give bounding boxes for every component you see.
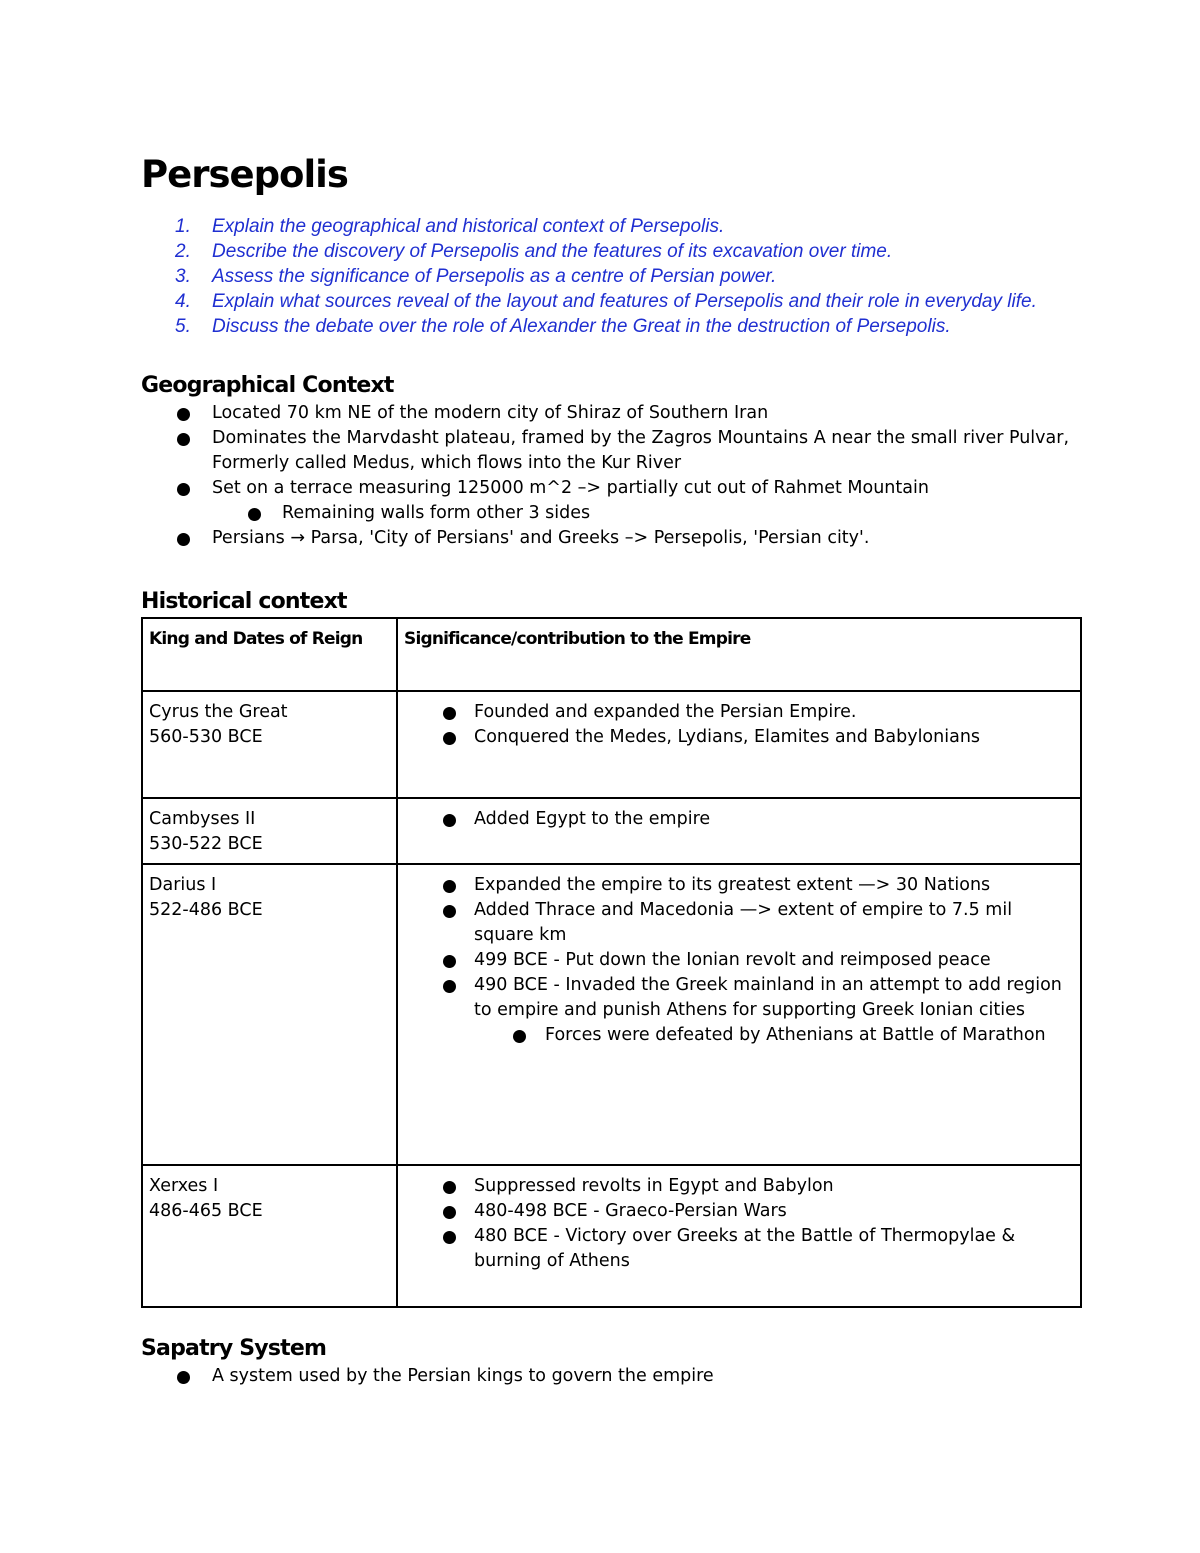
list-item-text: Persians → Parsa, 'City of Persians' and Greeks –> Persepolis, 'Persian city'. [212,528,870,548]
list-item [404,1224,1075,1274]
list-item-text: Set on a terrace measuring 125000 m^2 –> partially cut out of Rahmet Mountain [212,478,929,498]
bullet-icon [443,707,456,720]
question-number: 5. [175,316,191,337]
list-item [404,898,1075,948]
geographical-heading: Geographical Context [141,373,394,398]
list-item-text: Expanded the empire to its greatest extent —> 30 Nations [474,875,991,895]
list-item [404,873,1075,898]
question-item [141,314,1081,339]
list-item-text: Founded and expanded the Persian Empire. [474,702,857,722]
king-dates: 530-522 BCE [149,834,263,854]
list-item-text: Remaining walls form other 3 sides [282,503,591,523]
list-item-text: Dominates the Marvdasht plateau, framed by the Zagros Mountains A near the small river Pulvar, Formerly called Medus, which flows into the Kur River [212,428,1070,473]
king-name: Cyrus the Great [149,702,288,722]
list-item [141,426,1081,476]
column-header-significance: Significance/contribution to the Empire [397,618,1081,691]
satrapy-heading: Sapatry System [141,1336,327,1361]
bullet-icon [177,1371,190,1384]
king-cell [142,864,397,1165]
historical-heading: Historical context [141,589,347,614]
list-item-text: Added Thrace and Macedonia —> extent of empire to 7.5 mil square km [474,900,1013,945]
bullet-icon [248,508,261,521]
list-item [404,807,1075,832]
bullet-icon [177,533,190,546]
question-item [141,214,1081,239]
list-subitem [404,1023,1075,1048]
bullet-icon [177,433,190,446]
question-number: 3. [175,266,191,287]
table-header-row [142,618,1081,691]
list-item [404,948,1075,973]
table-row [142,1165,1081,1307]
question-number: 2. [175,241,191,262]
list-item-text: 480-498 BCE - Graeco-Persian Wars [474,1201,787,1221]
list-item [141,1364,1081,1389]
question-item [141,264,1081,289]
bullet-icon [443,1231,456,1244]
question-text: Discuss the debate over the role of Alexander the Great in the destruction of Persepolis. [212,316,951,337]
list-item-text: Added Egypt to the empire [474,809,711,829]
bullet-icon [443,905,456,918]
list-item-text: Located 70 km NE of the modern city of Shiraz of Southern Iran [212,403,769,423]
question-number: 4. [175,291,191,312]
bullet-icon [443,955,456,968]
king-dates: 560-530 BCE [149,727,263,747]
question-text: Explain what sources reveal of the layout and features of Persepolis and their role in everyday life. [212,291,1037,312]
list-item [404,1174,1075,1199]
king-dates: 486-465 BCE [149,1201,263,1221]
list-item-text: Forces were defeated by Athenians at Battle of Marathon [545,1025,1046,1045]
king-name: Cambyses II [149,809,256,829]
document-page [141,150,1081,1389]
page-title: Persepolis [141,153,348,196]
king-name: Xerxes I [149,1176,219,1196]
question-item [141,239,1081,264]
significance-cell [397,864,1081,1165]
significance-cell [397,1165,1081,1307]
bullet-icon [177,483,190,496]
bullet-icon [443,880,456,893]
list-item-text: Suppressed revolts in Egypt and Babylon [474,1176,834,1196]
list-item-text: 499 BCE - Put down the Ionian revolt and reimposed peace [474,950,991,970]
list-item-text: 490 BCE - Invaded the Greek mainland in an attempt to add region to empire and punish Athens for supporting Greek Ionian cities [474,975,1062,1020]
bullet-icon [443,980,456,993]
kings-table [141,617,1082,1308]
bullet-icon [513,1030,526,1043]
question-text: Assess the significance of Persepolis as a centre of Persian power. [212,266,777,287]
list-item-text: 480 BCE - Victory over Greeks at the Battle of Thermopylae & burning of Athens [474,1226,1016,1271]
king-name: Darius I [149,875,217,895]
question-text: Explain the geographical and historical context of Persepolis. [212,216,725,237]
bullet-icon [443,814,456,827]
bullet-icon [177,408,190,421]
king-dates: 522-486 BCE [149,900,263,920]
king-cell [142,691,397,798]
list-item [141,476,1081,501]
list-item [404,973,1075,1023]
list-item [141,401,1081,426]
question-list [141,214,1081,339]
significance-cell [397,691,1081,798]
satrapy-list [141,1364,1081,1389]
list-item-text: A system used by the Persian kings to govern the empire [212,1366,714,1386]
bullet-icon [443,732,456,745]
question-text: Describe the discovery of Persepolis and the features of its excavation over time. [212,241,893,262]
question-number: 1. [175,216,191,237]
bullet-icon [443,1181,456,1194]
king-cell [142,798,397,864]
table-row [142,691,1081,798]
question-item [141,289,1081,314]
list-item [404,1199,1075,1224]
significance-cell [397,798,1081,864]
king-cell [142,1165,397,1307]
list-item [404,725,1075,750]
table-row [142,798,1081,864]
list-subitem [141,501,1081,526]
list-item-text: Conquered the Medes, Lydians, Elamites and Babylonians [474,727,981,747]
list-item [404,700,1075,725]
table-row [142,864,1081,1165]
bullet-icon [443,1206,456,1219]
column-header-king: King and Dates of Reign [142,618,397,691]
geographical-list [141,401,1081,551]
list-item [141,526,1081,551]
